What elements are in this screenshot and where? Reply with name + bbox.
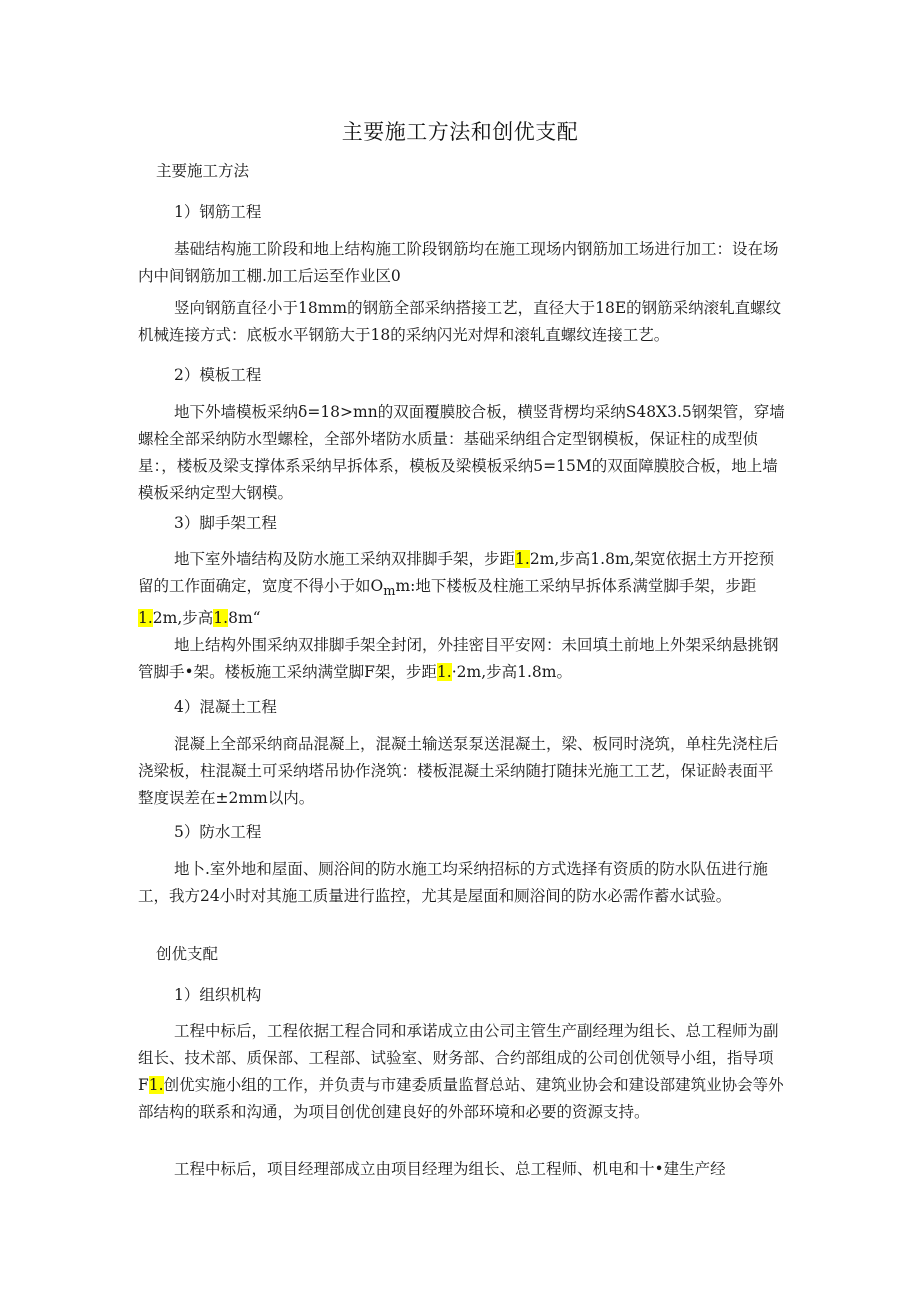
paragraph-concrete: 混凝上全部采纳商品混凝上，混凝土输送泵泵送混凝土，梁、板同时浇筑，单柱先浇柱后浇梁板，柱混凝土可采纳塔吊协作浇筑：楼板混凝土采纳随打随抹光施工工艺，保证龄表面平整度误差在±2mm以内。 [138, 735, 779, 807]
highlight-mark: 1. [148, 1076, 164, 1094]
paragraph-rebar-2: 竖向钢筋直径小于18mm的钢筋全部采纳搭接工艺，直径大于18E的钢筋采纳滚轧直螺纹机械连接方式：底板水平钢筋大于18的采纳闪光对焊和滚轧直螺纹连接工艺。 [138, 299, 782, 344]
document-title: 主要施工方法和创优支配 [341, 120, 579, 144]
section-heading-excellence-plan: 创优支配 [156, 945, 219, 963]
paragraph-organization-1: 工程中标后，工程依据工程合同和承诺成立由公司主管生产副经理为组长、总工程师为副组长、技术部、质保部、工程部、试验室、财务部、合约部组成的公司创优领导小组，指导项F1.创优实施小组的工作，并负责与市建委质量监督总站、建筑业协会和建设部建筑业协会等外部结构的联系和沟通，为项目创优创建良好的外部环境和必要的资源支持。 [138, 1022, 784, 1121]
subheading-waterproofing: 5）防水工程 [174, 823, 262, 841]
paragraph-formwork: 地下外墙模板采纳δ=18>mn的双面覆膜胶合板，横竖背楞均采纳S48X3.5钢架管，穿墙螺栓全部采纳防水型螺栓，全部外堵防水质量：基础采纳组合定型钢模板，保证柱的成型侦星：，楼板及梁支撑体系采纳早拆体系，模板及梁模板采纳5=15M的双面障膜胶合板，地上墙模板采纳定型大钢模。 [138, 403, 785, 502]
subheading-scaffolding: 3）脚手架工程 [174, 514, 277, 532]
highlight-mark: 1. [436, 663, 452, 681]
paragraph-scaffolding-2: 地上结构外围采纳双排脚手架全封闭，外挂密目平安网：未回填土前地上外架采纳悬挑钢管脚手•架。楼板施工采纳满堂脚F架，步距1.·2m,步高1.8m。 [138, 636, 779, 681]
subheading-organization: 1）组织机构 [174, 986, 262, 1004]
paragraph-organization-2: 工程中标后，项目经理部成立由项目经理为组长、总工程师、机电和十•建生产经 [174, 1160, 726, 1178]
highlight-mark: 1. [138, 609, 153, 628]
subheading-concrete: 4）混凝土工程 [174, 698, 277, 716]
paragraph-waterproofing: 地卜.室外地和屋面、厕浴间的防水施工均采纳招标的方式选择有资质的防水队伍进行施工，我方24小时对其施工质量进行监控，尤其是屋面和厕浴间的防水必需作蓄水试验。 [138, 860, 768, 905]
subheading-formwork: 2）模板工程 [174, 366, 262, 384]
section-heading-construction-methods: 主要施工方法 [156, 162, 250, 180]
highlight-mark: 1. [515, 550, 530, 568]
paragraph-rebar-1: 基础结构施工阶段和地上结构施工阶段钢筋均在施工现场内钢筋加工场进行加工：设在场内中间钢筋加工棚.加工后运至作业区0 [138, 240, 779, 285]
paragraph-scaffolding-1: 地下室外墙结构及防水施工采纳双排脚手架，步距1.2m,步高1.8m,架宽依据土方开挖预留的工作面确定，宽度不得小于如$O_mm$:地下楼板及柱施工采纳早拆体系满堂脚手架，步距1.2m,步高1.8m“ [138, 550, 775, 628]
subheading-rebar: 1）钢筋工程 [174, 203, 262, 221]
highlight-mark: 1. [213, 609, 229, 628]
